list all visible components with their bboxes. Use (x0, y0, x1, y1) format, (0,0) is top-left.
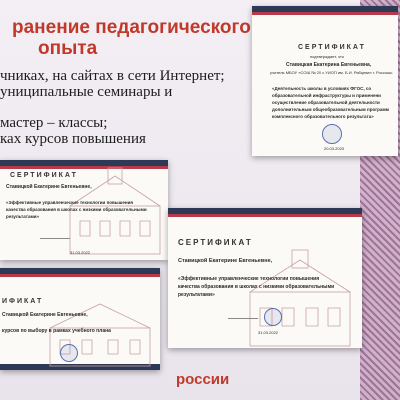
bullet-courses: ках курсов повышения (0, 131, 146, 147)
cert-intro: подтверждает, что (310, 54, 345, 59)
slide-footer-text: россии (176, 371, 230, 388)
cert-course-line2: качества образования в школах с низкими образовательными (178, 284, 335, 290)
cert-recipient: Ставицкой Екатерине Евгеньевне, (2, 312, 88, 318)
cert-signature-line (228, 318, 258, 319)
slide-title-line1: ранение педагогического (12, 17, 251, 38)
bullet-masterclasses: мастер – классы; (0, 115, 108, 131)
cert-band-accent (0, 274, 160, 277)
bullet-internet: чниках, на сайтах в сети Интернет; (0, 68, 225, 84)
cert-recipient: Ставицкой Екатерине Евгеньевне, (6, 184, 92, 190)
slide-title-line2: опыта (38, 38, 98, 59)
cert-signature-line (40, 238, 70, 239)
cert-date: 31.03.2022 (70, 250, 91, 255)
cert-band-accent (252, 12, 398, 15)
cert-course-line4: дополнительным общеобразовательным программ (272, 107, 389, 112)
cert-title: ИФИКАТ (2, 298, 44, 305)
certificate-bottom (0, 268, 160, 370)
cert-date: 20.03.2023 (324, 146, 345, 151)
cert-title: СЕРТИФИКАТ (178, 238, 253, 247)
cert-course-line1: «Эффективные управленческие технологии повышения (178, 276, 320, 282)
cert-course-line1: «Эффективные управленческие технологии повышения (6, 200, 134, 205)
certificate-middle (168, 208, 362, 348)
cert-building-watermark (60, 166, 168, 258)
certificate-right (252, 6, 398, 156)
cert-seal (60, 344, 78, 362)
cert-course-line3: осуществление образовательной деятельности (272, 100, 380, 105)
bullet-seminars: униципальные семинары и (0, 84, 173, 100)
cert-course-line1: «Деятельность школы в условиях ФГОС, со (272, 86, 372, 91)
cert-course-line1: курсов по выбору в рамках учебного плана (2, 328, 111, 334)
certificate-left (0, 160, 168, 260)
cert-title: СЕРТИФИКАТ (10, 172, 78, 179)
cert-course-line2: образовательной инфраструктуры и применени (272, 93, 381, 98)
cert-course-line3: результатами» (178, 292, 215, 298)
cert-seal (264, 308, 282, 326)
cert-position: учитель МБОУ «СОШ № 20 с УИОП им. Б.И. Рябцева» г. Россошь (270, 70, 393, 75)
cert-course-line5: комплексного образовательного результата» (272, 114, 374, 119)
cert-course-line2: качества образования в школах с низкими образовательными (6, 207, 147, 212)
cert-course-line3: результатами» (6, 214, 40, 219)
cert-band-accent (168, 214, 362, 217)
cert-date: 31.03.2022 (258, 330, 279, 335)
cert-seal (322, 124, 342, 144)
cert-recipient: Ставицкая Екатерина Евгеньевна, (286, 62, 372, 68)
cert-recipient: Ставицкой Екатерине Евгеньевне, (178, 258, 273, 264)
cert-title: СЕРТИФИКАТ (298, 44, 366, 51)
